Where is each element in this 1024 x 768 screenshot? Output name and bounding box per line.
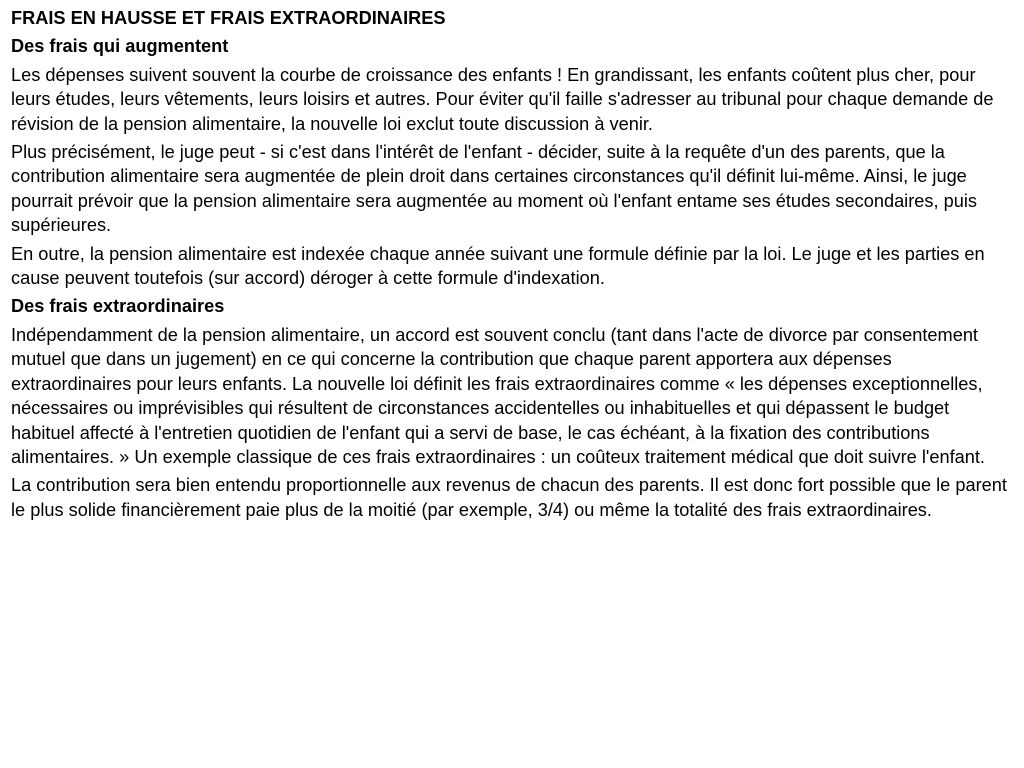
paragraph: Plus précisément, le juge peut - si c'est dans l'intérêt de l'enfant - décider, suite à la requête d'un des parents, que la contribution alimentaire sera augmentée de plein droit dans certaines circonstances qu'il définit lui-même. Ainsi, le juge pourrait prévoir que la pension alimentaire sera augmentée au moment où l'enfant entame ses études secondaires, puis supérieures. (11, 142, 977, 236)
section-heading-frais-extraordinaires: Des frais extraordinaires (11, 296, 225, 317)
document-title: FRAIS EN HAUSSE ET FRAIS EXTRAORDINAIRES (11, 8, 446, 28)
slide-content (11, 6, 1016, 526)
section-heading-frais-augmentent: Des frais qui augmentent (11, 36, 229, 57)
paragraph: En outre, la pension alimentaire est indexée chaque année suivant une formule définie par la loi. Le juge et les parties en cause peuvent toutefois (sur accord) déroger à cette formule d'indexation. (11, 243, 985, 289)
paragraph: La contribution sera bien entendu proportionnelle aux revenus de chacun des parents. Il est donc fort possible que le parent le plus solide financièrement paie plus de la moitié (par exemple, 3/4) ou même la totalité des frais extraordinaires. (11, 475, 1007, 520)
paragraph: Les dépenses suivent souvent la courbe de croissance des enfants ! En grandissant, les enfants coûtent plus cher, pour leurs études, leurs vêtements, leurs loisirs et autres. Pour éviter qu'il faille s'adresser au tribunal pour chaque demande de révision de la pension alimentaire, la nouvelle loi exclut toute discussion à venir. (11, 64, 994, 134)
paragraph: Indépendamment de la pension alimentaire, un accord est souvent conclu (tant dans l'acte de divorce par consentement mutuel que dans un jugement) en ce qui concerne la contribution que chaque parent apportera aux dépenses extraordinaires pour leurs enfants. La nouvelle loi définit les frais extraordinaires comme « les dépenses exceptionnelles, nécessaires ou imprévisibles qui résultent de circonstances accidentelles ou inhabituelles et qui dépassent le budget habituel affecté à l'entretien quotidien de l'enfant qui a servi de base, le cas échéant, à la fixation des contributions alimentaires. » Un exemple classique de ces frais extraordinaires : un coûteux traitement médical que doit suivre l'enfant. (11, 324, 985, 467)
